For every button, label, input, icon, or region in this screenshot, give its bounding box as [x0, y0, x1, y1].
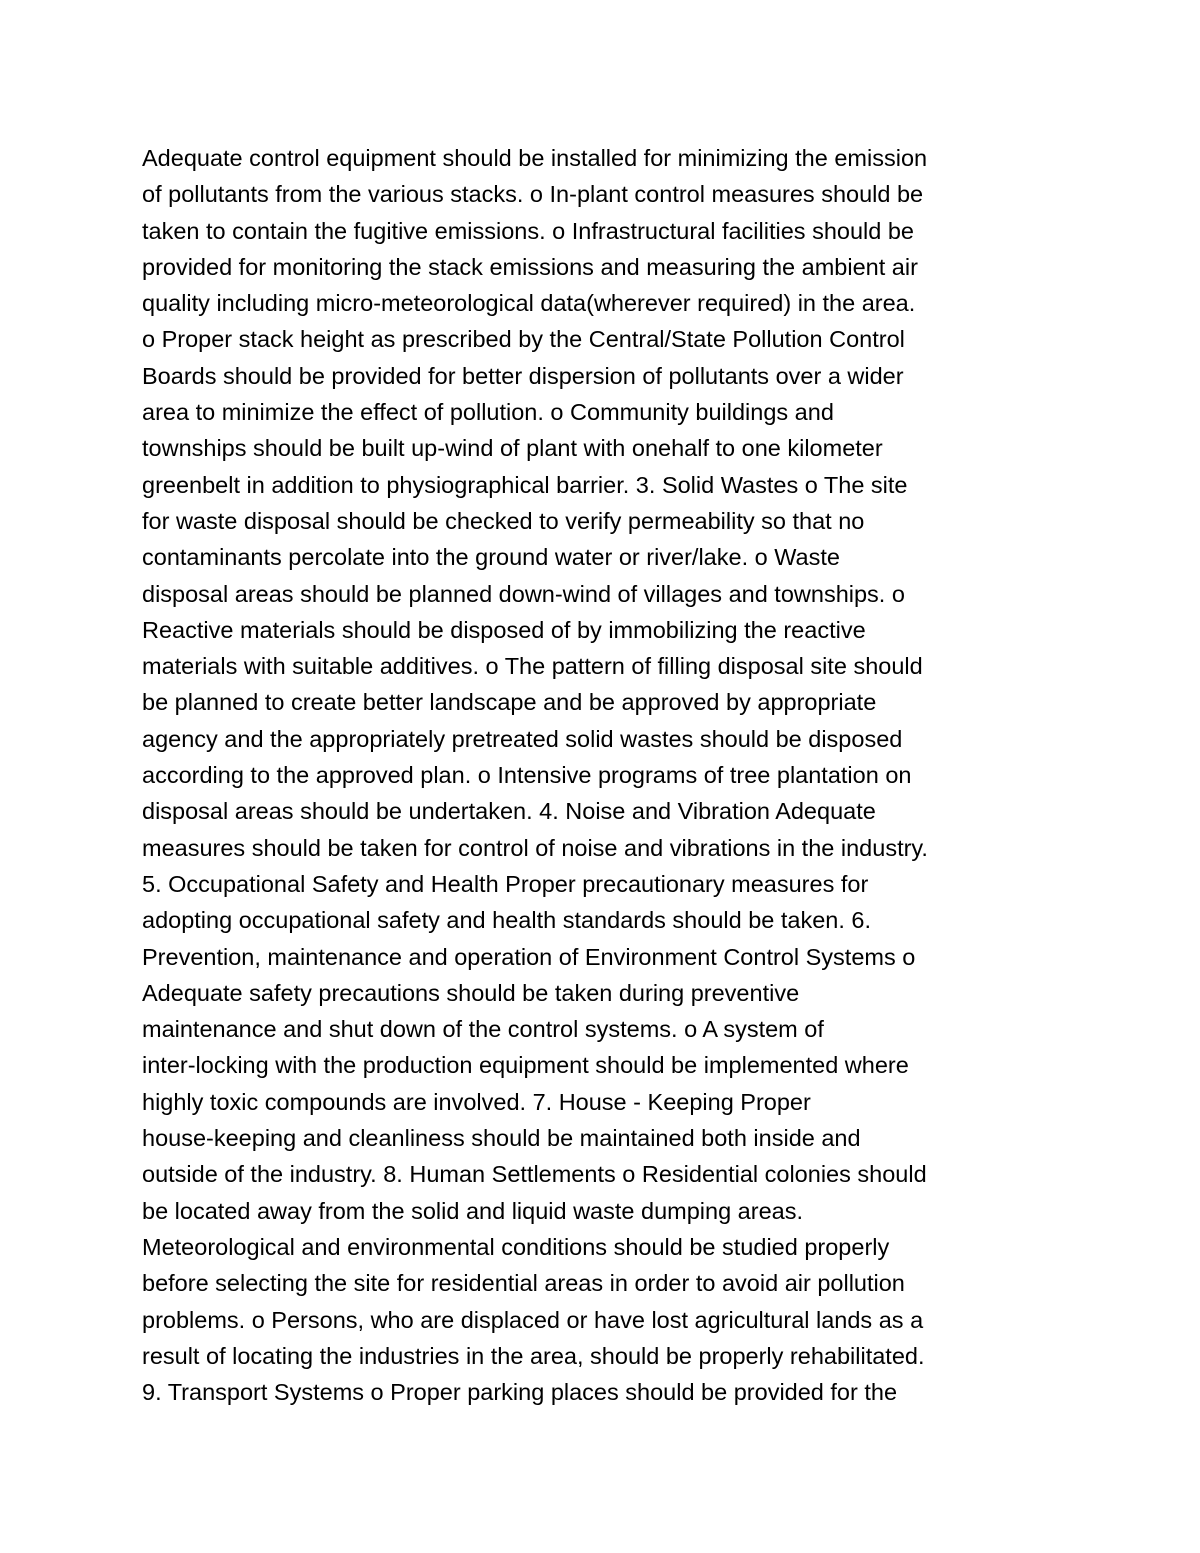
text-line: disposal areas should be planned down-wind of villages and townships. o — [142, 580, 905, 607]
text-line: agency and the appropriately pretreated solid wastes should be disposed — [142, 725, 903, 752]
text-line: contaminants percolate into the ground water or river/lake. o Waste — [142, 544, 840, 571]
body-text — [142, 140, 1102, 1410]
text-line: Meteorological and environmental conditions should be studied properly — [142, 1233, 890, 1260]
text-line: materials with suitable additives. o The pattern of filling disposal site should — [142, 653, 923, 680]
text-line: highly toxic compounds are involved. 7. House - Keeping Proper — [142, 1088, 811, 1115]
text-line: 9. Transport Systems o Proper parking places should be provided for the — [142, 1379, 898, 1406]
text-line: according to the approved plan. o Intensive programs of tree plantation on — [142, 762, 912, 789]
text-line: greenbelt in addition to physiographical barrier. 3. Solid Wastes o The site — [142, 471, 908, 498]
text-line: o Proper stack height as prescribed by the Central/State Pollution Control — [142, 326, 905, 353]
text-line: quality including micro-meteorological data(wherever required) in the area. — [142, 290, 916, 317]
text-line: townships should be built up-wind of plant with onehalf to one kilometer — [142, 435, 883, 462]
text-line: before selecting the site for residential areas in order to avoid air pollution — [142, 1270, 905, 1297]
text-line: for waste disposal should be checked to verify permeability so that no — [142, 507, 865, 534]
text-line: area to minimize the effect of pollution. o Community buildings and — [142, 399, 834, 426]
text-line: measures should be taken for control of noise and vibrations in the industry. — [142, 834, 928, 861]
text-line: inter-locking with the production equipment should be implemented where — [142, 1052, 909, 1079]
text-line: Reactive materials should be disposed of by immobilizing the reactive — [142, 616, 866, 643]
text-line: Boards should be provided for better dispersion of pollutants over a wider — [142, 362, 904, 389]
text-line: of pollutants from the various stacks. o In-plant control measures should be — [142, 181, 924, 208]
text-line: be located away from the solid and liquid waste dumping areas. — [142, 1197, 803, 1224]
text-line: result of locating the industries in the area, should be properly rehabilitated. — [142, 1342, 925, 1369]
text-line: house-keeping and cleanliness should be maintained both inside and — [142, 1125, 861, 1152]
text-line: maintenance and shut down of the control systems. o A system of — [142, 1016, 824, 1043]
text-line: taken to contain the fugitive emissions. o Infrastructural facilities should be — [142, 217, 914, 244]
text-line: adopting occupational safety and health standards should be taken. 6. — [142, 907, 872, 934]
text-line: be planned to create better landscape and be approved by appropriate — [142, 689, 877, 716]
text-line: Adequate control equipment should be installed for minimizing the emission — [142, 145, 928, 171]
text-line: Adequate safety precautions should be taken during preventive — [142, 979, 800, 1006]
text-line: disposal areas should be undertaken. 4. Noise and Vibration Adequate — [142, 798, 876, 825]
text-line: outside of the industry. 8. Human Settlements o Residential colonies should — [142, 1161, 927, 1188]
text-line: provided for monitoring the stack emissions and measuring the ambient air — [142, 253, 918, 280]
text-line: 5. Occupational Safety and Health Proper precautionary measures for — [142, 870, 869, 897]
text-line: problems. o Persons, who are displaced or have lost agricultural lands as a — [142, 1306, 924, 1333]
text-line: Prevention, maintenance and operation of Environment Control Systems o — [142, 943, 916, 970]
